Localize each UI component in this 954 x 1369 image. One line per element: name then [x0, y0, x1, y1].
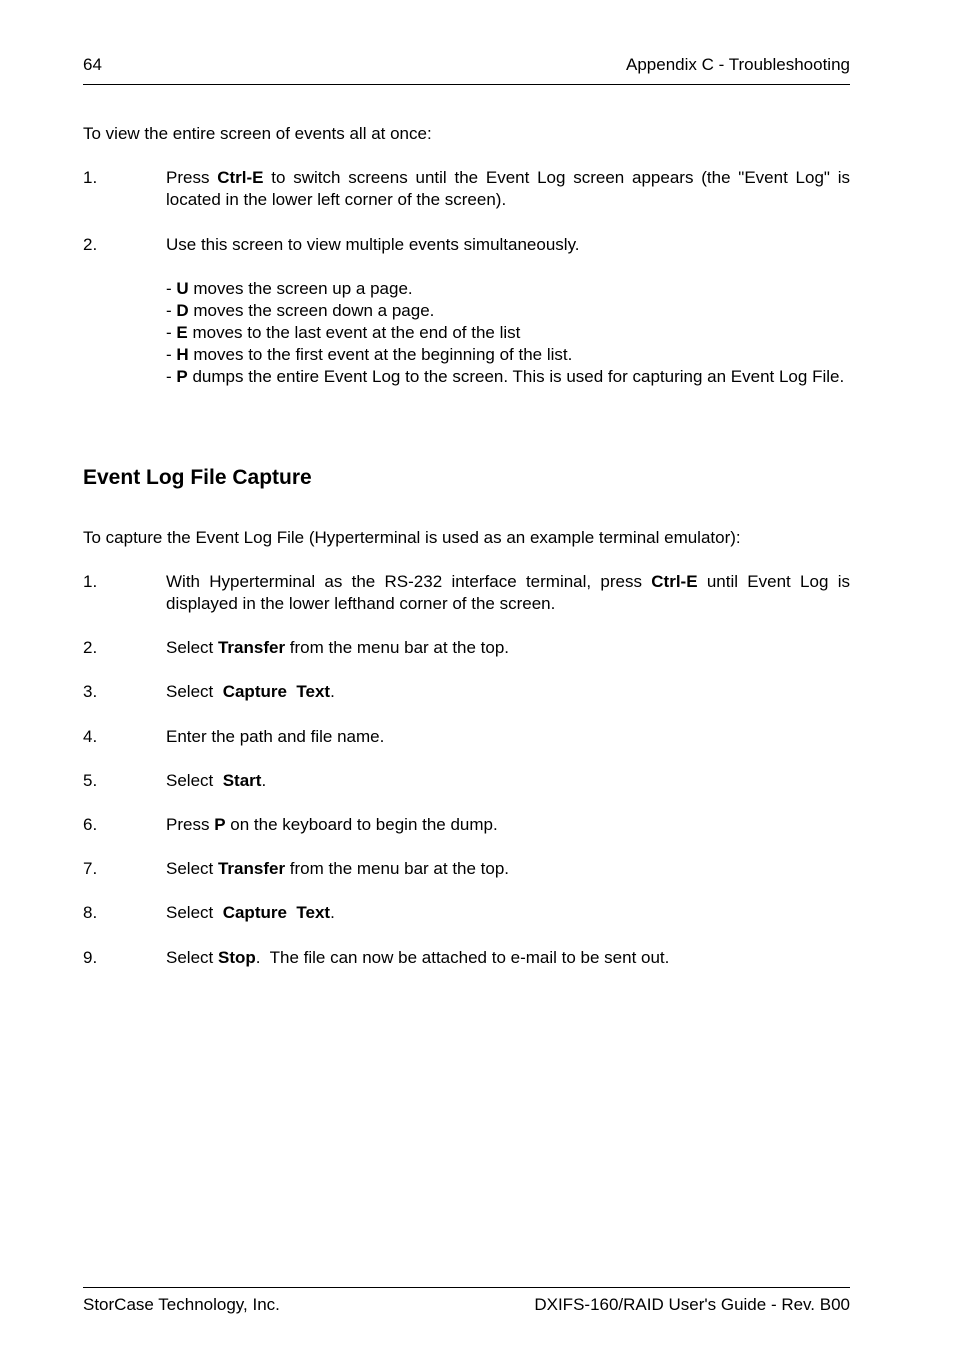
view-step-number: 2.	[83, 235, 98, 254]
capture-step-text: Select Transfer from the menu bar at the top.	[166, 638, 510, 657]
capture-step-number: 5.	[83, 771, 98, 790]
view-step-text: Press Ctrl-E to switch screens until the Event Log screen appears (the "Event Log" is located in the lower left corner of the screen).	[166, 168, 851, 209]
capture-step-text: Press P on the keyboard to begin the dump.	[166, 815, 498, 834]
key-item: - U moves the screen up a page.	[166, 279, 413, 298]
capture-step-number: 8.	[83, 903, 98, 922]
capture-step-text: Select Capture Text.	[166, 682, 335, 701]
key-item: - E moves to the last event at the end of the list	[166, 323, 521, 342]
capture-step-number: 7.	[83, 859, 98, 878]
footer-divider	[83, 1287, 850, 1288]
capture-step-text: Select Transfer from the menu bar at the top.	[166, 859, 510, 878]
page-number: 64	[83, 55, 102, 74]
view-step-text: Use this screen to view multiple events simultaneously.	[166, 235, 580, 254]
footer-company: StorCase Technology, Inc.	[83, 1295, 280, 1314]
key-item: - D moves the screen down a page.	[166, 301, 435, 320]
capture-step-text: Select Capture Text.	[166, 903, 335, 922]
capture-step-text: Enter the path and file name.	[166, 727, 385, 746]
capture-step-number: 1.	[83, 572, 98, 591]
capture-step-number: 6.	[83, 815, 98, 834]
capture-intro: To capture the Event Log File (Hyperterminal is used as an example terminal emulator):	[83, 528, 741, 547]
capture-step-number: 4.	[83, 727, 98, 746]
capture-step-number: 2.	[83, 638, 98, 657]
key-list	[166, 278, 850, 388]
view-step-number: 1.	[83, 168, 98, 187]
section-heading: Event Log File Capture	[83, 466, 312, 489]
header-divider	[83, 84, 850, 85]
intro-paragraph: To view the entire screen of events all at once:	[83, 124, 432, 143]
key-item: - P dumps the entire Event Log to the screen. This is used for capturing an Event Log File.	[166, 367, 845, 386]
footer-guide-title: DXIFS-160/RAID User's Guide - Rev. B00	[534, 1295, 850, 1314]
section-title: Appendix C - Troubleshooting	[626, 55, 850, 74]
capture-step-number: 3.	[83, 682, 98, 701]
capture-step-text: Select Stop. The file can now be attached to e-mail to be sent out.	[166, 948, 670, 967]
capture-step-text: With Hyperterminal as the RS-232 interface terminal, press Ctrl-E until Event Log is displayed in the lower lefthand corner of the screen.	[166, 572, 850, 613]
capture-step-number: 9.	[83, 948, 98, 967]
key-item: - H moves to the first event at the beginning of the list.	[166, 345, 573, 364]
capture-step-text: Select Start.	[166, 771, 267, 790]
